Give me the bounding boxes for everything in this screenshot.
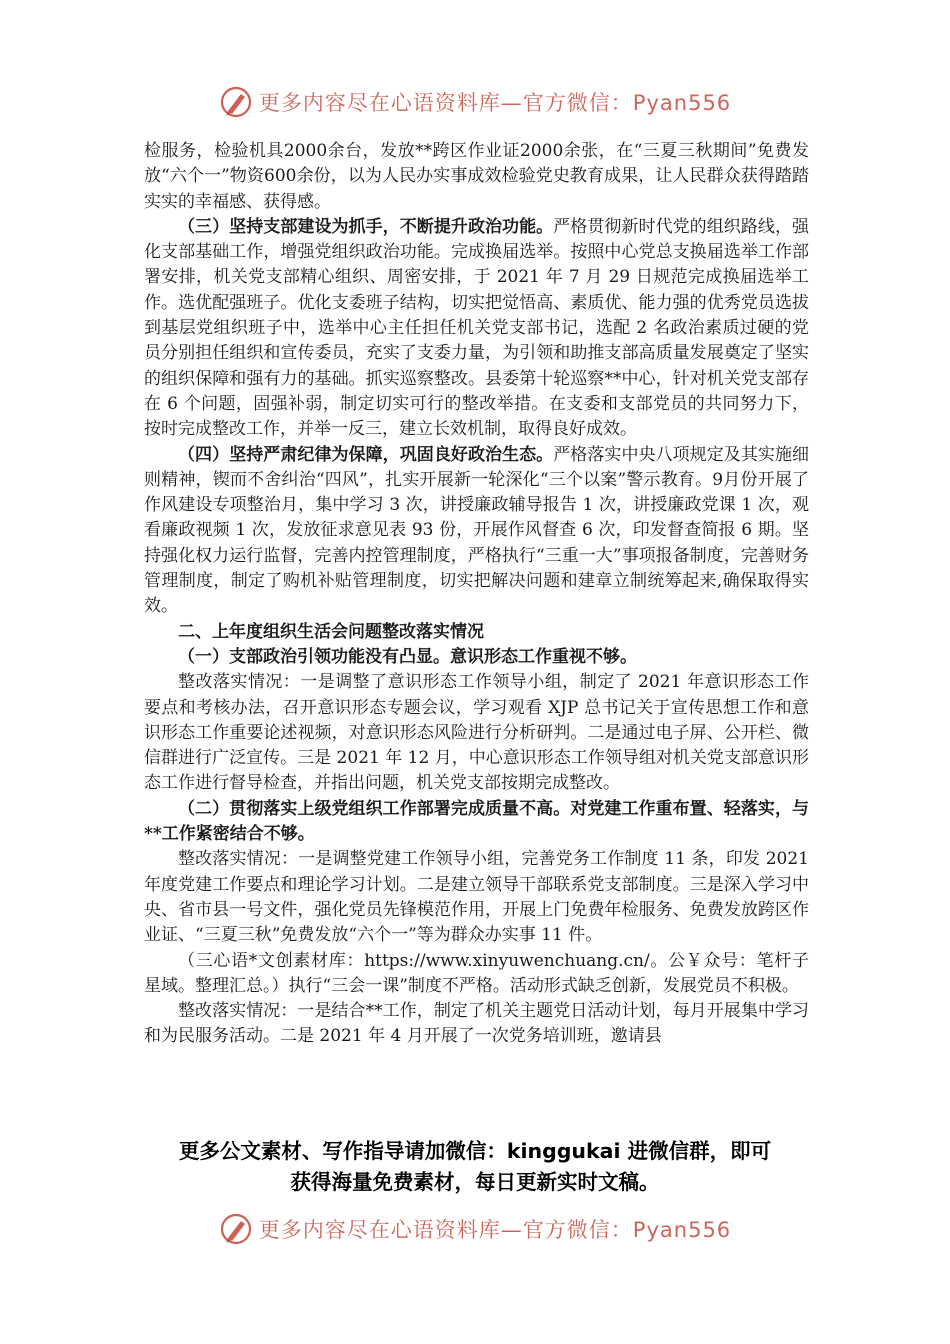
- pen-nib-logo-icon: [219, 1212, 253, 1246]
- footer-watermark-text: 更多内容尽在心语资料库—官方微信：Pyan556: [258, 1218, 732, 1242]
- promo-line-1: 更多公文素材、写作指导请加微信：kinggukai 进微信群，即可: [178, 1139, 772, 1163]
- subsection-title: （一）支部政治引领功能没有凸显。意识形态工作重视不够。: [178, 646, 637, 667]
- header-watermark-banner: [0, 82, 950, 122]
- header-watermark-text: 更多内容尽在心语资料库—官方微信：Pyan556: [258, 91, 732, 115]
- paragraph: 整改落实情况：一是调整了意识形态工作领导小组，制定了 2021 年意识形态工作要点和考核办法，召开意识形态专题会议，学习观看 XJP 总书记关于宣传思想工作和意识形态工作重要论述视频，对意识形态风险进行分析研判。二是通过电子屏、公开栏、微信群进行广泛宣传。三是 2021 年 12 月，中心意识形态工作领导组对机关党支部意识形态工作进行督导检查，并指出问题，机关党支部按期完成整改。: [144, 672, 809, 794]
- paragraph: 检服务，检验机具2000余台，发放**跨区作业证2000余张，在“三夏三秋期间”免费发放“六个一”物资600余份，以为人民办实事成效检验党史教育成果，让人民群众获得踏踏实实的幸福感、获得感。: [144, 141, 809, 212]
- paragraph: 整改落实情况：一是结合**工作，制定了机关主题党日活动计划，每月开展集中学习和为民服务活动。二是 2021 年 4 月开展了一次党务培训班，邀请县: [144, 1001, 809, 1047]
- subsection-title: （二）贯彻落实上级党组织工作部署完成质量不高。对党建工作重布置、轻落实，与**工作紧密结合不够。: [144, 798, 809, 845]
- paragraph: [144, 443, 809, 620]
- paragraph: （三心语*文创素材库：https://www.xinyuwenchuang.cn/。公￥众号：笔杆子星域。整理汇总。）执行“三会一课”制度不严格。活动形式缺乏创新，发展党员不积极。: [144, 950, 809, 996]
- section-heading: （三）坚持支部建设为抓手，不断提升政治功能。: [178, 216, 554, 237]
- paragraph-text: 严格落实中央八项规定及其实施细则精神，锲而不舍纠治“四风”，扎实开展新一轮深化“三个以案”警示教育。9月份开展了作风建设专项整治月，集中学习 3 次，讲授廉政辅导报告 1 次，讲授廉政党课 1 次，观看廉政视频 1 次，发放征求意见表 93 份，开展作风督查 6 次，印发督查简报 6 期。坚持强化权力运行监督，完善内控管理制度，严格执行“三重一大”事项报备制度，完善财务管理制度，制定了购机补贴管理制度，切实把解决问题和建章立制统筹起来,确保取得实效。: [144, 444, 810, 617]
- paragraph: 整改落实情况：一是调整党建工作领导小组，完善党务工作制度 11 条，印发 2021 年度党建工作要点和理论学习计划。二是建立领导干部联系党支部制度。三是深入学习中央、省市县一号文件，强化党员先锋模范作用，开展上门免费年检服务、免费发放跨区作业证、“三夏三秋”免费发放“六个一”等为群众办实事 11 件。: [144, 849, 809, 946]
- pen-nib-logo-icon: [219, 85, 253, 119]
- promo-notice: [110, 1136, 840, 1198]
- promo-line-2: 获得海量免费素材，每日更新实时文稿。: [290, 1170, 660, 1194]
- section-heading: （四）坚持严肃纪律为保障，巩固良好政治生态。: [178, 444, 554, 465]
- paragraph-text: 严格贯彻新时代党的组织路线，强化支部基础工作，增强党组织政治功能。完成换届选举。按照中心党总支换届选举工作部署安排，机关党支部精心组织、周密安排，于 2021 年 7 月 29 日规范完成换届选举工作。选优配强班子。优化支委班子结构，切实把觉悟高、素质优、能力强的优秀党员选拔到基层党组织班子中，选举中心主任担任机关党支部书记，选配 2 名政治素质过硬的党员分别担任组织和宣传委员，充实了支委力量，为引领和助推支部高质量发展奠定了坚实的组织保障和强有力的基础。抓实巡察整改。县委第十轮巡察**中心，针对机关党支部存在 6 个问题，固强补弱，制定切实可行的整改举措。在支委和支部党员的共同努力下，按时完成整改工作，并举一反三，建立长效机制，取得良好成效。: [144, 216, 810, 440]
- paragraph: [144, 215, 809, 443]
- document-body: [144, 139, 809, 1050]
- section-title: 二、上年度组织生活会问题整改落实情况: [178, 621, 484, 642]
- footer-watermark-banner: [0, 1209, 950, 1249]
